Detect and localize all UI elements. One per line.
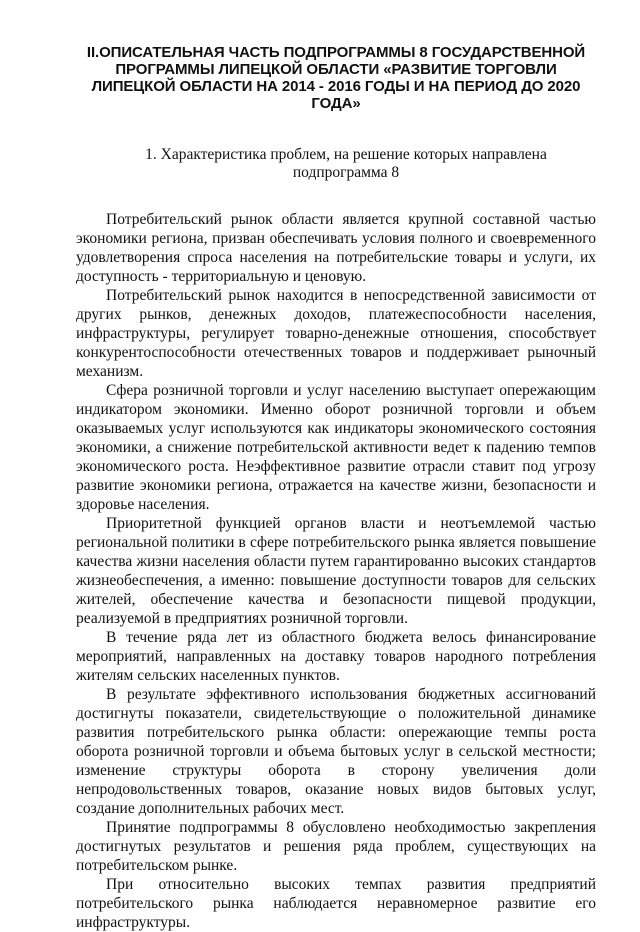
body-text	[76, 210, 596, 932]
paragraph: Сфера розничной торговли и услуг населению выступает опережающим индикатором экономики. Именно оборот розничной торговли и объем оказываемых услуг используются как индикаторы экономического состояния экономики, а снижение потребительской активности ведет к падению темпов экономического роста. Неэффективное развитие отрасли ставит под угрозу развитие экономики региона, отражается на качестве жизни, безопасности и здоровье населения.	[76, 382, 596, 513]
paragraph: При относительно высоких темпах развития предприятий потребительского рынка наблюдается неравномерное развитие его инфраструктуры.	[76, 876, 596, 931]
document-page	[76, 44, 596, 932]
paragraph: Приоритетной функцией органов власти и неотъемлемой частью региональной политики в сфере потребительского рынка является повышение качества жизни населения области путем гарантированно высоких стандартов жизнеобеспечения, а именно: повышение доступности товаров для сельских жителей, обеспечение качества и безопасности пищевой продукции, реализуемой в предприятиях розничной торговли.	[76, 515, 596, 627]
main-title: II.ОПИСАТЕЛЬНАЯ ЧАСТЬ ПОДПРОГРАММЫ 8 ГОСУДАРСТВЕННОЙ ПРОГРАММЫ ЛИПЕЦКОЙ ОБЛАСТИ «РАЗВИТИЕ ТОРГОВЛИ ЛИПЕЦКОЙ ОБЛАСТИ НА 2014 - 2016 ГОДЫ И НА ПЕРИОД ДО 2020 ГОДА»	[86, 44, 586, 112]
paragraph: Потребительский рынок области является крупной составной частью экономики региона, призван обеспечивать условия полного и своевременного удовлетворения спроса населения на потребительские товары и услуги, их доступность - территориальную и ценовую.	[76, 211, 596, 285]
paragraph: Потребительский рынок находится в непосредственной зависимости от других рынков, денежных доходов, платежеспособности населения, инфраструктуры, регулирует товарно-денежные отношения, способствует конкурентоспособности отечественных товаров и поддерживает рыночный механизм.	[76, 287, 596, 380]
section-title: 1. Характеристика проблем, на решение которых направлена подпрограмма 8	[145, 146, 547, 181]
paragraph: В течение ряда лет из областного бюджета велось финансирование мероприятий, направленных на доставку товаров народного потребления жителям сельских населенных пунктов.	[76, 629, 596, 684]
paragraph: В результате эффективного использования бюджетных ассигнований достигнуты показатели, свидетельствующие о положительной динамике развития потребительского рынка области: опережающие темпы роста оборота розничной торговли и объема бытовых услуг в сельской местности; изменение структуры оборота в сторону увеличения доли непродовольственных товаров, оказание новых видов бытовых услуг, создание дополнительных рабочих мест.	[76, 686, 596, 817]
paragraph: Принятие подпрограммы 8 обусловлено необходимостью закрепления достигнутых результатов и решения ряда проблем, существующих на потребительском рынке.	[76, 819, 596, 874]
